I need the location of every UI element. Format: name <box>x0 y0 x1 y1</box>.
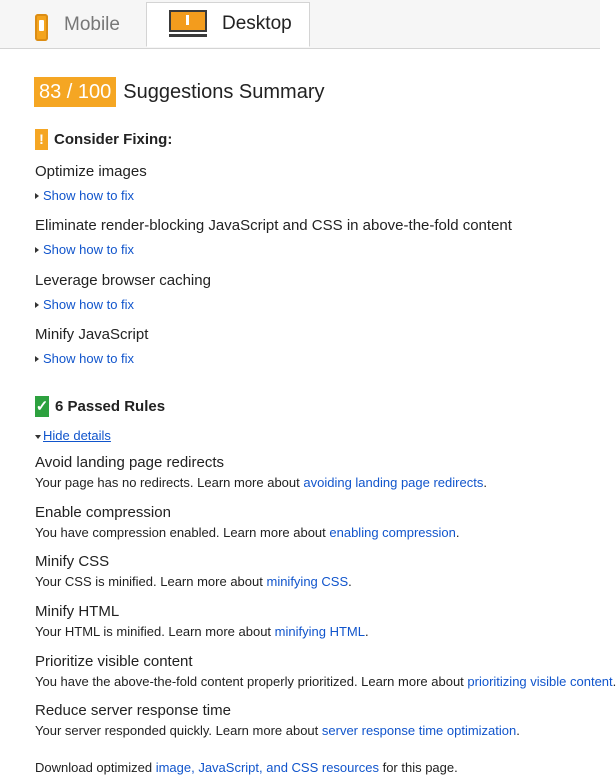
expand-triangle-icon <box>35 302 39 308</box>
tab-desktop[interactable] <box>146 2 310 47</box>
passed-rule-title: Avoid landing page redirects <box>35 454 225 471</box>
passed-rule-title: Minify CSS <box>35 553 110 570</box>
rule-desc-end: . <box>612 674 616 689</box>
fix-item-title: Eliminate render-blocking JavaScript and CSS in above-the-fold content <box>35 217 512 234</box>
footer-prefix: Download optimized <box>35 760 156 775</box>
rule-desc-text: Your server responded quickly. Learn more about <box>35 723 322 738</box>
consider-fixing-heading <box>35 129 172 150</box>
rule-desc-text: You have the above-the-fold content properly prioritized. Learn more about <box>35 674 468 689</box>
learn-more-link[interactable]: server response time optimization <box>321 723 517 738</box>
rule-desc-text: You have compression enabled. Learn more about <box>35 525 330 540</box>
show-how-to-fix-label: Show how to fix <box>43 188 135 203</box>
show-how-to-fix-label: Show how to fix <box>43 242 135 257</box>
fix-item-title: Minify JavaScript <box>35 326 149 343</box>
passed-rule-desc <box>35 723 520 738</box>
mobile-phone-icon <box>35 14 48 41</box>
device-tabs <box>0 0 600 49</box>
rule-desc-end: . <box>364 624 369 639</box>
rule-desc-end: . <box>348 574 352 589</box>
show-how-to-fix-link[interactable] <box>35 242 134 257</box>
rule-desc-text: Your page has no redirects. Learn more about <box>35 475 304 490</box>
learn-more-link[interactable]: minifying HTML <box>274 624 365 639</box>
passed-rule-desc <box>35 624 369 639</box>
show-how-to-fix-label: Show how to fix <box>43 297 135 312</box>
passed-rule-desc <box>35 674 616 689</box>
warning-icon: ! <box>35 129 48 150</box>
download-optimized-resources <box>35 760 458 775</box>
desktop-monitor-icon <box>169 10 207 36</box>
expand-triangle-icon <box>35 356 39 362</box>
tab-desktop-label: Desktop <box>222 13 292 34</box>
score-badge: 83 / 100 <box>34 77 116 107</box>
show-how-to-fix-link[interactable] <box>35 351 134 366</box>
passed-rule-title: Enable compression <box>35 504 171 521</box>
hide-details-label: Hide details <box>43 428 111 443</box>
rule-desc-end: . <box>516 723 520 738</box>
footer-suffix: for this page. <box>378 760 458 775</box>
rule-desc-text: Your CSS is minified. Learn more about <box>35 574 267 589</box>
learn-more-link[interactable]: avoiding landing page redirects <box>303 475 484 490</box>
expand-triangle-icon <box>35 247 39 253</box>
rule-desc-end: . <box>455 525 460 540</box>
passed-rules-heading <box>35 396 165 417</box>
passed-rule-desc <box>35 574 352 589</box>
consider-fixing-label: Consider Fixing: <box>54 131 173 148</box>
fix-item-title: Optimize images <box>35 163 147 180</box>
learn-more-link[interactable]: prioritizing visible content <box>467 674 613 689</box>
fix-item-title: Leverage browser caching <box>35 272 211 289</box>
passed-rule-title: Prioritize visible content <box>35 653 193 670</box>
learn-more-link[interactable]: enabling compression <box>329 525 456 540</box>
hide-details-link[interactable] <box>35 428 111 443</box>
show-how-to-fix-label: Show how to fix <box>43 351 135 366</box>
show-how-to-fix-link[interactable] <box>35 297 134 312</box>
summary-title: Suggestions Summary <box>123 80 325 103</box>
passed-rule-desc <box>35 475 487 490</box>
learn-more-link[interactable]: minifying CSS <box>266 574 349 589</box>
tab-mobile-label: Mobile <box>64 14 120 35</box>
show-how-to-fix-link[interactable] <box>35 188 134 203</box>
passed-rule-title: Minify HTML <box>35 603 120 620</box>
rule-desc-text: Your HTML is minified. Learn more about <box>35 624 275 639</box>
passed-rule-title: Reduce server response time <box>35 702 231 719</box>
checkmark-icon: ✓ <box>35 398 49 415</box>
rule-desc-end: . <box>483 475 487 490</box>
download-resources-link[interactable]: image, JavaScript, and CSS resources <box>155 760 379 775</box>
passed-rule-desc <box>35 525 459 540</box>
expand-triangle-icon <box>35 193 39 199</box>
passed-rules-label: 6 Passed Rules <box>55 398 166 415</box>
collapse-triangle-icon <box>35 435 41 439</box>
tab-mobile[interactable] <box>0 3 147 47</box>
suggestions-summary <box>34 77 325 107</box>
